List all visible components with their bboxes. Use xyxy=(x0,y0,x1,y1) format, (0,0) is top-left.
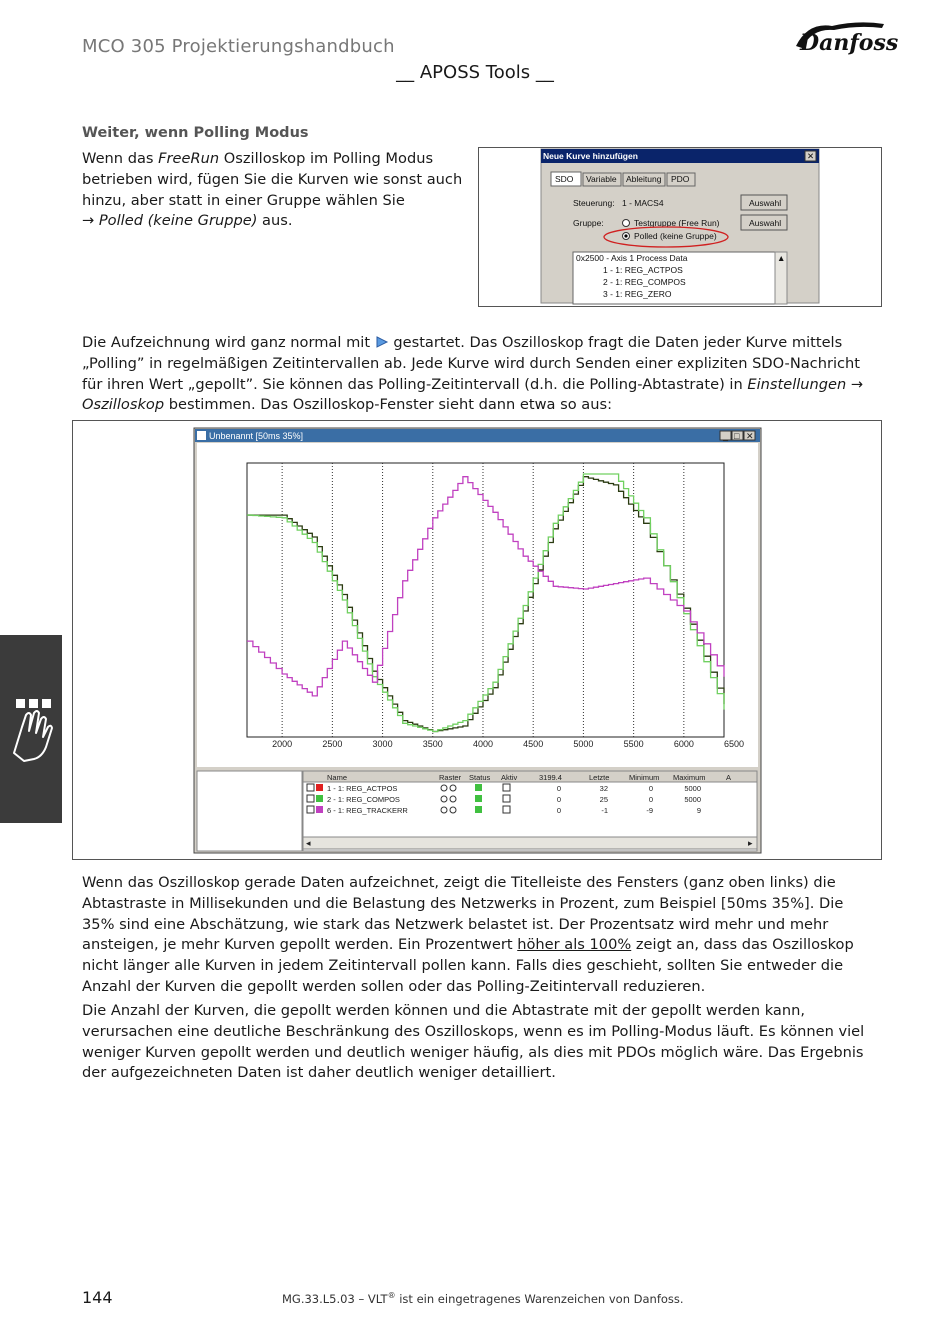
aktiv-checkbox[interactable] xyxy=(503,784,510,791)
row-min: 0 xyxy=(648,784,653,793)
oscilloscope-figure xyxy=(72,420,882,860)
status-indicator xyxy=(475,784,482,791)
x-tick-label-6: 5000 xyxy=(573,739,594,749)
row-checkbox[interactable] xyxy=(307,806,314,813)
row-checkbox[interactable] xyxy=(307,795,314,802)
raster-radio[interactable] xyxy=(450,785,456,791)
table-header-5[interactable]: Letzte xyxy=(589,773,610,782)
plot-area xyxy=(247,463,724,737)
row-value: 0 xyxy=(556,784,561,793)
aktiv-checkbox[interactable] xyxy=(503,806,510,813)
close-icon[interactable]: ✕ xyxy=(746,431,754,441)
minimize-icon[interactable]: _ xyxy=(723,431,729,441)
status-indicator xyxy=(475,795,482,802)
table-header-8[interactable]: A xyxy=(726,773,732,782)
row-last: 32 xyxy=(599,784,608,793)
scroll-right-icon[interactable]: ▸ xyxy=(748,838,753,848)
raster-radio[interactable] xyxy=(441,796,447,802)
row-value: 0 xyxy=(556,795,561,804)
recording-paragraph: Die Aufzeichnung wird ganz normal mit gestartet. Das Oszilloskop fragt die Daten jeder Kurve mittels „Polling” in regelmäßigen Zeitintervallen ab. Jede Kurve wird durch Senden einer expliziten SDO-Nachricht für ihren Wert „gepollt”. Sie können das Polling-Zeitintervall (d.h. die Polling-Abtastrate) in Einstellungen → Oszilloskop bestimmen. Das Oszilloskop-Fenster sieht dann etwa so aus: xyxy=(82,334,864,414)
tab-sdo[interactable]: SDO xyxy=(555,174,574,184)
table-header-3[interactable]: Aktiv xyxy=(501,773,518,782)
row-color-swatch xyxy=(316,784,323,791)
raster-radio[interactable] xyxy=(441,785,447,791)
tree-item-actpos[interactable]: 1 - 1: REG_ACTPOS xyxy=(603,265,683,275)
row-color-swatch xyxy=(316,806,323,813)
row-max: 5000 xyxy=(684,784,701,793)
steuerung-value: 1 - MACS4 xyxy=(622,198,664,208)
row-min: 0 xyxy=(648,795,653,804)
tab-ableitung[interactable]: Ableitung xyxy=(626,174,662,184)
scroll-up-icon[interactable]: ▲ xyxy=(777,253,786,263)
raster-radio[interactable] xyxy=(450,807,456,813)
auswahl-button-1[interactable]: Auswahl xyxy=(749,198,782,208)
row-last: -1 xyxy=(601,806,608,815)
play-icon xyxy=(375,336,389,348)
table-header-6[interactable]: Minimum xyxy=(629,773,660,782)
x-tick-label-1: 2500 xyxy=(322,739,343,749)
limitation-paragraph: Die Anzahl der Kurven, die gepollt werden können und die Abtastrate mit der gepollt werden kann, verursachen eine deutliche Beschränkung des Oszilloskops, wenn es im Polling-Modus läuft. Es können viel weniger Kurven gepollt werden und deutlich weniger häufig, als dies mit PDOs möglich wäre. Das Ergebnis der aufgezeichneten Daten ist daher deutlich weniger detailliert. xyxy=(82,1002,865,1082)
x-tick-label-7: 5500 xyxy=(623,739,644,749)
table-header-1[interactable]: Raster xyxy=(439,773,462,782)
row-checkbox[interactable] xyxy=(307,784,314,791)
option-testgruppe: Testgruppe (Free Run) xyxy=(634,218,720,228)
row-min: -9 xyxy=(646,806,653,815)
chapter-side-tab xyxy=(0,635,62,823)
tab-variable[interactable]: Variable xyxy=(586,174,617,184)
footer-text: MG.33.L5.03 – VLT® ist ein eingetragenes Warenzeichen von Danfoss. xyxy=(282,1291,684,1306)
raster-radio[interactable] xyxy=(441,807,447,813)
add-curve-figure xyxy=(478,147,882,307)
row-name: 2 - 1: REG_COMPOS xyxy=(327,795,400,804)
x-tick-label-5: 4500 xyxy=(523,739,544,749)
x-tick-label-2: 3000 xyxy=(372,739,393,749)
svg-text:Danfoss: Danfoss xyxy=(800,30,899,56)
auswahl-button-2[interactable]: Auswahl xyxy=(749,218,782,228)
maximize-icon[interactable]: □ xyxy=(734,431,740,441)
row-value: 0 xyxy=(556,806,561,815)
explanation-paragraph: Wenn das Oszilloskop gerade Daten aufzeichnet, zeigt die Titelleiste des Fensters (ganz oben links) die Abtastraste in Millisekunden und die Belastung des Netzwerks in Prozent, zum Beispiel [50ms 35%]. Die 35% sind eine Abschätzung, wie stark das Netzwerk belastet ist. Der Prozentsatz wird mehr und mehr ansteigen, je mehr Kurven gepollt werden. Ein Prozentwert höher als 100% zeigt an, dass das Oszilloskop nicht länger alle Kurven in jedem Zeitintervall pollen kann. Falls dies geschieht, sollten Sie entweder die Anzahl der Kurven die gepollt werden sollen oder das Polling-Zeitintervall reduzieren. xyxy=(82,874,854,995)
row-name: 6 - 1: REG_TRACKERR xyxy=(327,806,408,815)
table-header-7[interactable]: Maximum xyxy=(673,773,706,782)
hand-keypad-icon xyxy=(0,635,62,823)
raster-radio[interactable] xyxy=(450,796,456,802)
subheading-polling-mode: Weiter, wenn Polling Modus xyxy=(82,125,309,141)
gruppe-label: Gruppe: xyxy=(573,218,604,228)
tree-item-zero[interactable]: 3 - 1: REG_ZERO xyxy=(603,289,672,299)
scope-title: Unbenannt [50ms 35%] xyxy=(209,431,304,441)
row-name: 1 - 1: REG_ACTPOS xyxy=(327,784,398,793)
tab-pdo[interactable]: PDO xyxy=(671,174,690,184)
table-header-2[interactable]: Status xyxy=(469,773,491,782)
x-tick-label-4: 4000 xyxy=(472,739,494,749)
row-max: 9 xyxy=(696,806,701,815)
danfoss-logo xyxy=(788,16,899,58)
section-header: __ APOSS Tools __ xyxy=(396,62,554,83)
scope-left-pane xyxy=(197,771,302,851)
horizontal-scrollbar[interactable] xyxy=(303,837,757,849)
dialog-close-icon[interactable]: ✕ xyxy=(807,151,815,161)
aktiv-checkbox[interactable] xyxy=(503,795,510,802)
x-tick-label-9: 6500 xyxy=(724,739,745,749)
scroll-left-icon[interactable]: ◂ xyxy=(306,838,311,848)
steuerung-label: Steuerung: xyxy=(573,198,615,208)
tree-root[interactable]: 0x2500 - Axis 1 Process Data xyxy=(576,253,688,263)
status-indicator xyxy=(475,806,482,813)
row-last: 25 xyxy=(599,795,608,804)
row-color-swatch xyxy=(316,795,323,802)
intro-paragraph: Wenn das FreeRun Oszilloskop im Polling Modus betrieben wird, fügen Sie die Kurven wie sonst auch hinzu, aber statt in einer Gruppe wählen Sie → Polled (keine Gruppe) aus. xyxy=(82,150,463,230)
x-tick-label-0: 2000 xyxy=(272,739,293,749)
page-number: 144 xyxy=(82,1288,113,1307)
x-tick-label-8: 6000 xyxy=(673,739,694,749)
x-tick-label-3: 3500 xyxy=(422,739,443,749)
table-header-4[interactable]: 3199.4 xyxy=(539,773,562,782)
option-polled: Polled (keine Gruppe) xyxy=(634,231,717,241)
row-max: 5000 xyxy=(684,795,701,804)
radio-testgruppe[interactable] xyxy=(623,220,630,227)
table-header-0[interactable]: Name xyxy=(327,773,348,782)
dialog-title: Neue Kurve hinzufügen xyxy=(543,151,638,161)
tree-item-compos[interactable]: 2 - 1: REG_COMPOS xyxy=(603,277,686,287)
document-title: MCO 305 Projektierungshandbuch xyxy=(82,36,395,57)
